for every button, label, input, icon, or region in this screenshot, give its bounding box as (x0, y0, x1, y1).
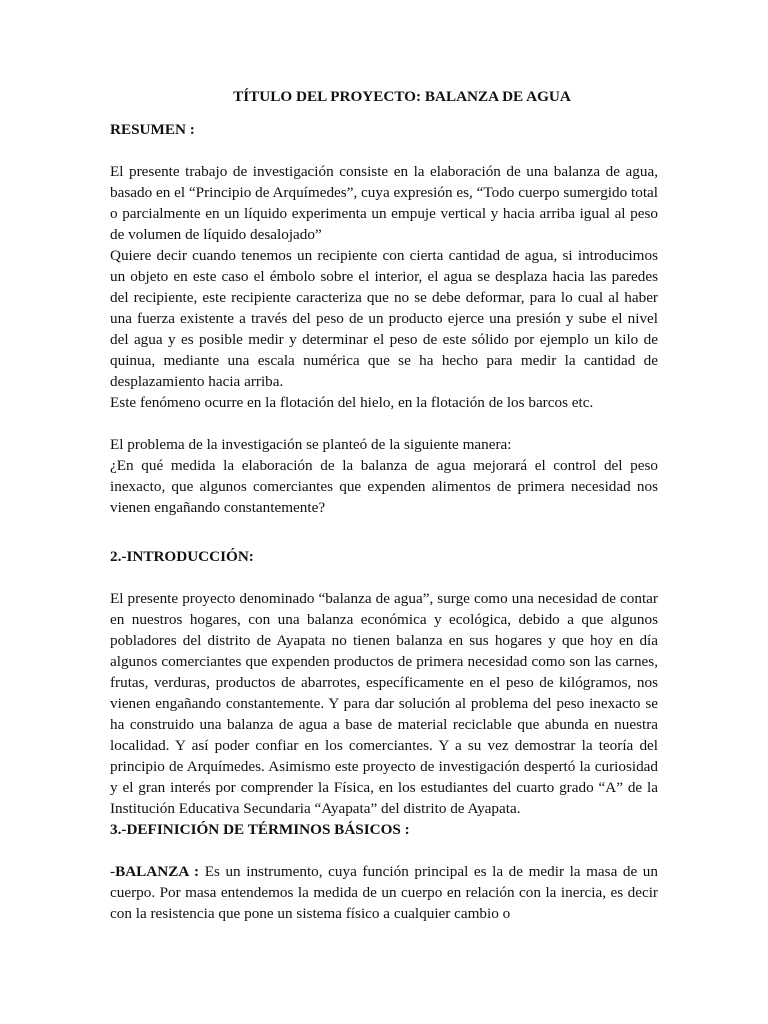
problema-intro: El problema de la investigación se planteó de la siguiente manera: (110, 436, 512, 453)
resumen-paragraph-1: El presente trabajo de investigación consiste en la elaboración de una balanza de agua, basado en el “Principio de Arquímedes”, cuya expresión es, “Todo cuerpo sumergido total o parcialmente en un líquido experimenta un empuje vertical y hacia arriba igual al peso de volumen de líquido desalojado” (110, 163, 658, 243)
introduccion-paragraph: El presente proyecto denominado “balanza de agua”, surge como una necesidad de contar en nuestros hogares, con una balanza económica y ecológica, debido a que algunos pobladores del distrito de Ayapata no tienen balanza en sus hogares y que hoy en día algunos comerciantes que expenden productos de primera necesidad como son las carnes, frutas, verduras, productos de abarrotes, específicamente en el peso de kilógramos, nos vienen engañando constantemente. Y para dar solución al problema del peso inexacto se ha construido una balanza de agua a base de material reciclable que abunda en nuestra localidad. Y así poder confiar en los comerciantes. Y a su vez demostrar la teoría del principio de Arquímedes. Asimismo este proyecto de investigación despertó la curiosidad y el gran interés por comprender la Física, en los estudiantes del cuarto grado “A” de la Institución Educativa Secundaria “Ayapata” del distrito de Ayapata. (110, 590, 658, 817)
balanza-text: Es un instrumento, cuya función principal es la de medir la masa de un cuerpo. Por masa entendemos la medida de un cuerpo en relación con la inercia, es decir con la resistencia que pone un sistema físico a cualquier cambio o (110, 863, 658, 922)
balanza-prefix: - (110, 863, 116, 880)
spacer (110, 140, 658, 161)
spacer (110, 840, 658, 861)
balanza-term: BALANZA : (115, 863, 200, 880)
introduccion-heading: 2.-INTRODUCCIÓN: (110, 548, 254, 565)
page-title: TÍTULO DEL PROYECTO: BALANZA DE AGUA (233, 88, 571, 105)
spacer (110, 413, 658, 434)
resumen-paragraph-2: Quiere decir cuando tenemos un recipiente con cierta cantidad de agua, si introducimos un objeto en este caso el émbolo sobre el interior, el agua se desplaza hacia las paredes del recipiente, este recipiente caracteriza que no se debe deformar, para lo cual al haber una fuerza existente a través del peso de un producto ejerce una presión y sube el nivel del agua y es posible medir y determinar el peso de este sólido por ejemplo un kilo de quinua, mediante una escala numérica que se ha hecho para medir la cantidad de desplazamiento hacia arriba. (110, 247, 658, 390)
problema-pregunta: ¿En qué medida la elaboración de la balanza de agua mejorará el control del peso inexacto, que algunos comerciantes que expenden alimentos de primera necesidad nos vienen engañando constantemente? (110, 457, 658, 516)
resumen-paragraph-3: Este fenómeno ocurre en la flotación del hielo, en la flotación de los barcos etc. (110, 394, 594, 411)
spacer (110, 518, 658, 546)
document-body (110, 86, 658, 924)
resumen-heading: RESUMEN : (110, 121, 195, 138)
definicion-heading: 3.-DEFINICIÓN DE TÉRMINOS BÁSICOS : (110, 821, 410, 838)
spacer (110, 567, 658, 588)
balanza-definition (110, 861, 658, 924)
